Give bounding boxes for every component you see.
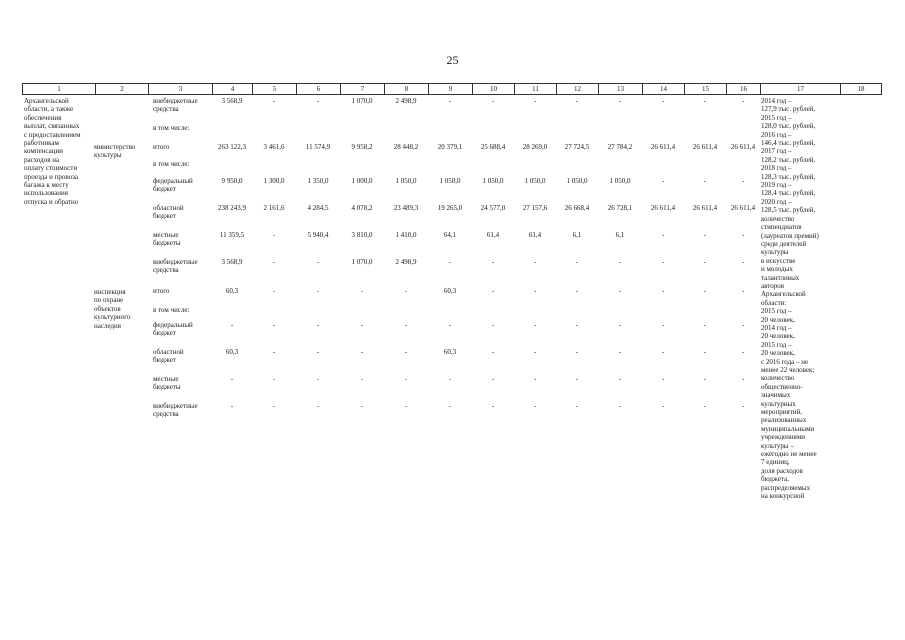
row-label-line: областной <box>153 204 184 212</box>
cell-value: 27 157,6 <box>522 204 548 212</box>
header-col-17: 17 <box>760 83 841 95</box>
cell-value: 1 300,0 <box>263 177 285 185</box>
col17-line: 20 человек, <box>761 332 795 341</box>
cell-value: 1 050,0 <box>609 177 631 185</box>
cell-value: 9 950,0 <box>221 177 243 185</box>
cell-value: 20 379,1 <box>437 143 463 151</box>
row-label-line: средства <box>153 266 179 275</box>
cell-value: - <box>661 402 665 410</box>
cell-value: - <box>703 402 707 410</box>
col17-line: среди деятелей <box>761 239 807 248</box>
col17-line: учреждениями <box>761 433 806 442</box>
cell-value: - <box>661 97 665 105</box>
row-label <box>153 231 211 248</box>
cell-value: - <box>404 321 408 329</box>
cell-value: 6,1 <box>572 231 582 239</box>
table-header-row <box>22 83 881 95</box>
cell-value: 60,3 <box>443 348 457 356</box>
cell-value: - <box>741 402 745 410</box>
cell-value: - <box>533 287 537 295</box>
col17-line: 128,2 тыс. рублей, <box>761 155 816 164</box>
row-label-line: средства <box>153 410 179 419</box>
col17-line: 2020 год – <box>761 197 792 206</box>
col17-line: 2015 год – <box>761 113 792 122</box>
cell-value: - <box>575 258 579 266</box>
cell-value: - <box>618 321 622 329</box>
col1-line: отпуска и обратно <box>24 197 79 206</box>
cell-value: 11 574,9 <box>305 143 331 151</box>
cell-value: 6,1 <box>615 231 625 239</box>
col17-line: муниципальными <box>761 424 815 433</box>
cell-value: 1 050,0 <box>566 177 588 185</box>
header-col-18: 18 <box>840 83 882 95</box>
col17-line: 2014 год – <box>761 97 792 105</box>
cell-value: 3 568,9 <box>221 258 243 266</box>
col17-line: 146,4 тыс. рублей, <box>761 139 816 148</box>
cell-value: - <box>360 375 364 383</box>
cell-value: 26 611,4 <box>650 143 676 151</box>
cell-value: - <box>404 348 408 356</box>
row-label-line: областной <box>153 348 184 356</box>
cell-value: - <box>360 287 364 295</box>
row-label-line: в том числе: <box>153 306 190 314</box>
col1-line: обеспечения <box>24 113 62 122</box>
cell-value: - <box>316 375 320 383</box>
cell-value: - <box>575 348 579 356</box>
col17-line: стипендиатов <box>761 223 802 232</box>
cell-value: - <box>533 97 537 105</box>
col17-line: общественно- <box>761 382 803 391</box>
col17-line: распределяемых <box>761 483 811 492</box>
col17-line: 128,3 тыс. рублей, <box>761 172 816 181</box>
cell-value: - <box>618 97 622 105</box>
cell-value: - <box>533 375 537 383</box>
row-label-line: внебюджетные <box>153 402 198 410</box>
col17-line: 127,9 тыс. рублей, <box>761 105 816 114</box>
cell-value: - <box>316 258 320 266</box>
cell-value: 25 688,4 <box>480 143 506 151</box>
cell-value: - <box>741 258 745 266</box>
row-label-line: местные <box>153 231 179 239</box>
cell-value: - <box>618 287 622 295</box>
cell-value: 3 810,0 <box>351 231 373 239</box>
col1-line: Архангельской <box>24 97 69 105</box>
header-col-7: 7 <box>340 83 385 95</box>
cell-value: - <box>703 321 707 329</box>
row-label <box>153 258 211 275</box>
row-label <box>153 204 211 221</box>
header-col-1: 1 <box>22 83 96 95</box>
cell-value: - <box>316 321 320 329</box>
col1-text <box>24 97 92 206</box>
page-number: 25 <box>446 53 459 67</box>
row-label-line: средства <box>153 105 179 114</box>
cell-value: - <box>575 97 579 105</box>
col17-line: культурных <box>761 399 796 408</box>
col17-line: менее 22 человек; <box>761 366 815 374</box>
cell-value: 2 498,9 <box>395 97 417 105</box>
cell-value: - <box>272 97 276 105</box>
cell-value: 263 122,3 <box>218 143 246 151</box>
col2-heritage-inspection <box>94 288 146 330</box>
row-label <box>153 306 211 314</box>
row-label-line: бюджет <box>153 329 176 338</box>
cell-value: - <box>661 321 665 329</box>
cell-value: - <box>661 258 665 266</box>
cell-value: - <box>272 321 276 329</box>
col17-line: культуры – <box>761 441 794 450</box>
row-label <box>153 124 211 132</box>
cell-value: - <box>404 287 408 295</box>
col17-line: с 2016 года – не <box>761 357 809 366</box>
col17-line: 128,4 тыс. рублей, <box>761 189 816 198</box>
col17-line: и молодых <box>761 265 793 274</box>
col1-line: области, а также <box>24 105 74 114</box>
cell-value: - <box>491 402 495 410</box>
cell-value: - <box>661 287 665 295</box>
row-label-line: итого <box>153 143 170 151</box>
cell-value: 26 611,4 <box>692 143 718 151</box>
cell-value: - <box>575 321 579 329</box>
col17-line: 2019 год – <box>761 181 792 190</box>
col2-ministry-culture <box>94 143 146 160</box>
row-label-line: местные <box>153 375 179 383</box>
header-col-13: 13 <box>598 83 643 95</box>
col2b-line: инспекция <box>94 288 126 296</box>
cell-value: - <box>703 177 707 185</box>
col17-line: культуры <box>761 248 789 257</box>
header-col-6: 6 <box>296 83 341 95</box>
cell-value: - <box>533 348 537 356</box>
cell-value: 26 611,4 <box>692 204 718 212</box>
cell-value: - <box>741 287 745 295</box>
col17-line: 7 единиц, <box>761 458 790 467</box>
col2b-line: наследия <box>94 321 121 330</box>
col17-line: области: <box>761 298 787 307</box>
cell-value: 1 050,0 <box>482 177 504 185</box>
cell-value: 2 498,9 <box>395 258 417 266</box>
col17-line: авторов <box>761 281 785 290</box>
cell-value: - <box>272 258 276 266</box>
cell-value: - <box>661 231 665 239</box>
col1-line: с предоставлением <box>24 130 81 139</box>
cell-value: - <box>230 402 234 410</box>
row-label <box>153 97 211 114</box>
cell-value: 4 078,2 <box>351 204 373 212</box>
col2b-line: по охране <box>94 296 124 305</box>
cell-value: 5 940,4 <box>307 231 329 239</box>
col2b-line: объектов <box>94 304 121 313</box>
cell-value: - <box>230 375 234 383</box>
cell-value: - <box>661 375 665 383</box>
cell-value: 1 050,0 <box>395 177 417 185</box>
cell-value: - <box>272 402 276 410</box>
cell-value: 26 668,4 <box>564 204 590 212</box>
cell-value: 4 284,5 <box>307 204 329 212</box>
col1-line: оплату стоимости <box>24 164 78 173</box>
cell-value: - <box>703 287 707 295</box>
col17-line: количество <box>761 374 795 383</box>
col1-line: использования <box>24 189 68 198</box>
cell-value: 1 050,0 <box>524 177 546 185</box>
cell-value: 23 489,3 <box>393 204 419 212</box>
row-label-line: бюджет <box>153 356 176 365</box>
cell-value: - <box>316 402 320 410</box>
col17-line: 2014 год – <box>761 323 792 332</box>
col17-line: реализованных <box>761 416 807 425</box>
cell-value: - <box>661 348 665 356</box>
row-label <box>153 402 211 419</box>
cell-value: 60,3 <box>225 348 239 356</box>
cell-value: 61,4 <box>486 231 500 239</box>
col1-line: работникам <box>24 139 59 148</box>
row-label-line: внебюджетные <box>153 258 198 266</box>
col17-line: количество <box>761 214 795 223</box>
cell-value: - <box>618 258 622 266</box>
col17-line: 2015 год – <box>761 307 792 316</box>
col1-line: компенсации <box>24 147 63 156</box>
col1-line: расходов на <box>24 155 60 164</box>
cell-value: - <box>741 231 745 239</box>
cell-value: - <box>741 321 745 329</box>
cell-value: 2 161,6 <box>263 204 285 212</box>
cell-value: - <box>491 287 495 295</box>
col17-line: бюджета, <box>761 475 789 484</box>
cell-value: 1 000,0 <box>351 177 373 185</box>
cell-value: 26 611,4 <box>730 143 756 151</box>
cell-value: 1 070,0 <box>351 258 373 266</box>
col17-line: 2017 год – <box>761 147 792 156</box>
col17-line: 2015 год – <box>761 340 792 349</box>
cell-value: - <box>703 97 707 105</box>
col17-line: 128,0 тыс. рублей, <box>761 122 816 131</box>
cell-value: 60,3 <box>443 287 457 295</box>
cell-value: - <box>360 348 364 356</box>
cell-value: - <box>661 177 665 185</box>
cell-value: 26 728,1 <box>607 204 633 212</box>
cell-value: - <box>404 402 408 410</box>
cell-value: - <box>448 375 452 383</box>
cell-value: - <box>618 375 622 383</box>
col2a-line: культуры <box>94 151 122 160</box>
col1-line: проезда и провоза <box>24 172 78 181</box>
cell-value: - <box>575 375 579 383</box>
col17-line: доля расходов <box>761 466 803 475</box>
cell-value: - <box>272 287 276 295</box>
header-col-11: 11 <box>514 83 557 95</box>
col17-line: 20 человек, <box>761 315 795 324</box>
col17-line: на конкурсной <box>761 492 805 501</box>
cell-value: - <box>533 402 537 410</box>
col17-line: мероприятий, <box>761 408 803 417</box>
cell-value: 11 359,5 <box>219 231 245 239</box>
cell-value: - <box>272 375 276 383</box>
header-col-3: 3 <box>148 83 213 95</box>
header-col-9: 9 <box>428 83 473 95</box>
cell-value: 64,1 <box>443 231 457 239</box>
row-label-line: в том числе: <box>153 124 190 132</box>
cell-value: - <box>575 287 579 295</box>
cell-value: 28 269,0 <box>522 143 548 151</box>
cell-value: 3 461,6 <box>263 143 285 151</box>
col17-line: 2018 год – <box>761 164 792 173</box>
col17-line: (лауреатов премий) <box>761 231 819 240</box>
cell-value: - <box>703 258 707 266</box>
cell-value: - <box>316 287 320 295</box>
row-label-line: внебюджетные <box>153 97 198 105</box>
col2a-line: министерство <box>94 143 136 151</box>
cell-value: 28 448,2 <box>393 143 419 151</box>
row-label <box>153 321 211 338</box>
col17-line: в искусстве <box>761 256 796 265</box>
header-col-4: 4 <box>212 83 253 95</box>
row-label-line: федеральный <box>153 177 193 185</box>
cell-value: 61,4 <box>528 231 542 239</box>
cell-value: 26 611,4 <box>730 204 756 212</box>
cell-value: - <box>448 97 452 105</box>
row-label-line: бюджет <box>153 212 176 221</box>
cell-value: 1 410,0 <box>395 231 417 239</box>
cell-value: - <box>360 402 364 410</box>
cell-value: 1 350,0 <box>307 177 329 185</box>
cell-value: - <box>491 97 495 105</box>
cell-value: 27 784,2 <box>607 143 633 151</box>
row-label <box>153 287 211 295</box>
header-col-12: 12 <box>556 83 599 95</box>
cell-value: 26 611,4 <box>650 204 676 212</box>
row-label <box>153 348 211 365</box>
header-col-5: 5 <box>252 83 297 95</box>
cell-value: - <box>741 97 745 105</box>
row-label-line: в том числе: <box>153 160 190 168</box>
col17-line: 2016 год – <box>761 130 792 139</box>
cell-value: 238 243,9 <box>218 204 246 212</box>
cell-value: - <box>741 375 745 383</box>
col2b-line: культурного <box>94 313 131 322</box>
row-label <box>153 143 211 151</box>
cell-value: - <box>618 348 622 356</box>
cell-value: - <box>448 321 452 329</box>
col1-line: багажа к месту <box>24 181 69 190</box>
cell-value: - <box>533 258 537 266</box>
cell-value: - <box>741 177 745 185</box>
cell-value: - <box>575 402 579 410</box>
cell-value: - <box>448 258 452 266</box>
cell-value: 3 568,9 <box>221 97 243 105</box>
cell-value: - <box>491 321 495 329</box>
cell-value: - <box>741 348 745 356</box>
cell-value: - <box>272 231 276 239</box>
col17-line: значимых <box>761 391 791 400</box>
cell-value: 1 070,0 <box>351 97 373 105</box>
row-label-line: бюджет <box>153 185 176 194</box>
cell-value: 9 958,2 <box>351 143 373 151</box>
col17-line: 20 человек, <box>761 349 795 358</box>
cell-value: - <box>703 375 707 383</box>
col17-line: Архангельской <box>761 290 806 299</box>
cell-value: - <box>360 321 364 329</box>
cell-value: - <box>703 231 707 239</box>
cell-value: 60,3 <box>225 287 239 295</box>
col1-line: выплат, связанных <box>24 122 80 131</box>
header-col-15: 15 <box>684 83 727 95</box>
row-label-line: бюджеты <box>153 383 181 392</box>
row-label-line: федеральный <box>153 321 193 329</box>
cell-value: - <box>533 321 537 329</box>
header-col-16: 16 <box>726 83 761 95</box>
row-label <box>153 177 211 194</box>
row-label <box>153 160 211 168</box>
col17-line: 128,5 тыс. рублей, <box>761 206 816 215</box>
cell-value: - <box>316 97 320 105</box>
cell-value: - <box>703 348 707 356</box>
col17-line: ежегодно не менее <box>761 450 817 459</box>
row-label-line: итого <box>153 287 170 295</box>
cell-value: - <box>230 321 234 329</box>
cell-value: - <box>491 348 495 356</box>
cell-value: 19 265,0 <box>437 204 463 212</box>
cell-value: - <box>272 348 276 356</box>
header-col-10: 10 <box>472 83 515 95</box>
cell-value: - <box>404 375 408 383</box>
cell-value: 1 050,0 <box>439 177 461 185</box>
row-label <box>153 375 211 392</box>
row-label-line: бюджеты <box>153 239 181 248</box>
header-col-2: 2 <box>95 83 149 95</box>
cell-value: - <box>448 402 452 410</box>
cell-value: - <box>618 402 622 410</box>
cell-value: - <box>491 258 495 266</box>
cell-value: 24 577,0 <box>480 204 506 212</box>
cell-value: - <box>491 375 495 383</box>
cell-value: - <box>316 348 320 356</box>
col17-line: талантливых <box>761 273 800 282</box>
col17-indicators <box>761 97 839 501</box>
header-col-8: 8 <box>384 83 429 95</box>
cell-value: 27 724,5 <box>564 143 590 151</box>
header-col-14: 14 <box>642 83 685 95</box>
